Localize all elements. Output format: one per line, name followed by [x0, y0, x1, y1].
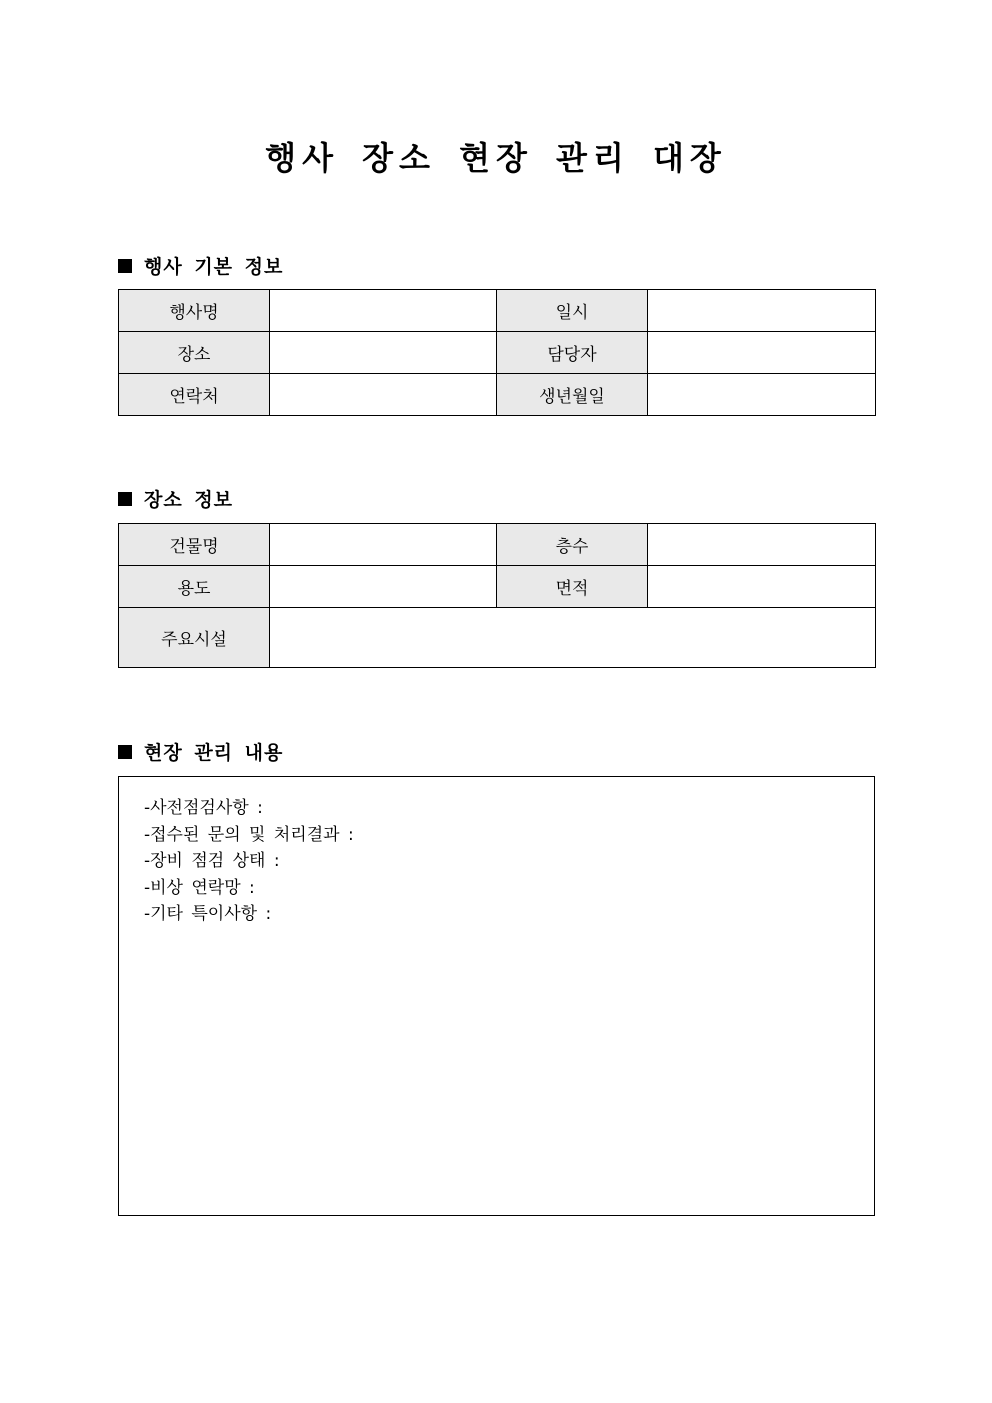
floor-count-label: 층수	[497, 524, 648, 566]
building-name-field[interactable]	[270, 524, 497, 566]
birthdate-label: 생년월일	[497, 374, 648, 416]
table-row	[119, 566, 876, 608]
table-row	[119, 524, 876, 566]
basic-info-table	[118, 289, 876, 416]
purpose-label: 용도	[119, 566, 270, 608]
place-field[interactable]	[270, 332, 497, 374]
section-title: 현장 관리 내용	[144, 742, 284, 764]
datetime-label: 일시	[497, 290, 648, 332]
building-name-label: 건물명	[119, 524, 270, 566]
section-title: 행사 기본 정보	[144, 256, 284, 278]
venue-info-table	[118, 523, 876, 668]
management-notes-box[interactable]	[118, 776, 875, 1216]
list-item: -비상 연락망 :	[144, 877, 255, 898]
datetime-field[interactable]	[648, 290, 876, 332]
purpose-field[interactable]	[270, 566, 497, 608]
manager-label: 담당자	[497, 332, 648, 374]
event-name-label: 행사명	[119, 290, 270, 332]
table-row	[119, 290, 876, 332]
management-notes-list	[119, 777, 874, 928]
floor-count-field[interactable]	[648, 524, 876, 566]
table-row	[119, 374, 876, 416]
table-row	[119, 608, 876, 668]
facilities-label: 주요시설	[119, 608, 270, 668]
birthdate-field[interactable]	[648, 374, 876, 416]
area-field[interactable]	[648, 566, 876, 608]
square-bullet-icon	[118, 745, 132, 759]
area-label: 면적	[497, 566, 648, 608]
section-title: 장소 정보	[144, 489, 234, 511]
section-heading-basic	[118, 252, 283, 279]
table-row	[119, 332, 876, 374]
contact-label: 연락처	[119, 374, 270, 416]
list-item: -장비 점검 상태 :	[144, 851, 280, 871]
event-name-field[interactable]	[270, 290, 497, 332]
section-heading-venue	[118, 485, 233, 512]
manager-field[interactable]	[648, 332, 876, 374]
place-label: 장소	[119, 332, 270, 374]
list-item: -기타 특이사항 :	[144, 904, 272, 924]
square-bullet-icon	[118, 259, 132, 273]
square-bullet-icon	[118, 492, 132, 506]
list-item: -사전점검사항 :	[144, 798, 263, 818]
document-title: 행사 장소 현장 관리 대장	[265, 139, 727, 177]
contact-field[interactable]	[270, 374, 497, 416]
section-heading-management	[118, 738, 283, 765]
list-item: -접수된 문의 및 처리결과 :	[144, 824, 354, 845]
facilities-field[interactable]	[270, 608, 876, 668]
